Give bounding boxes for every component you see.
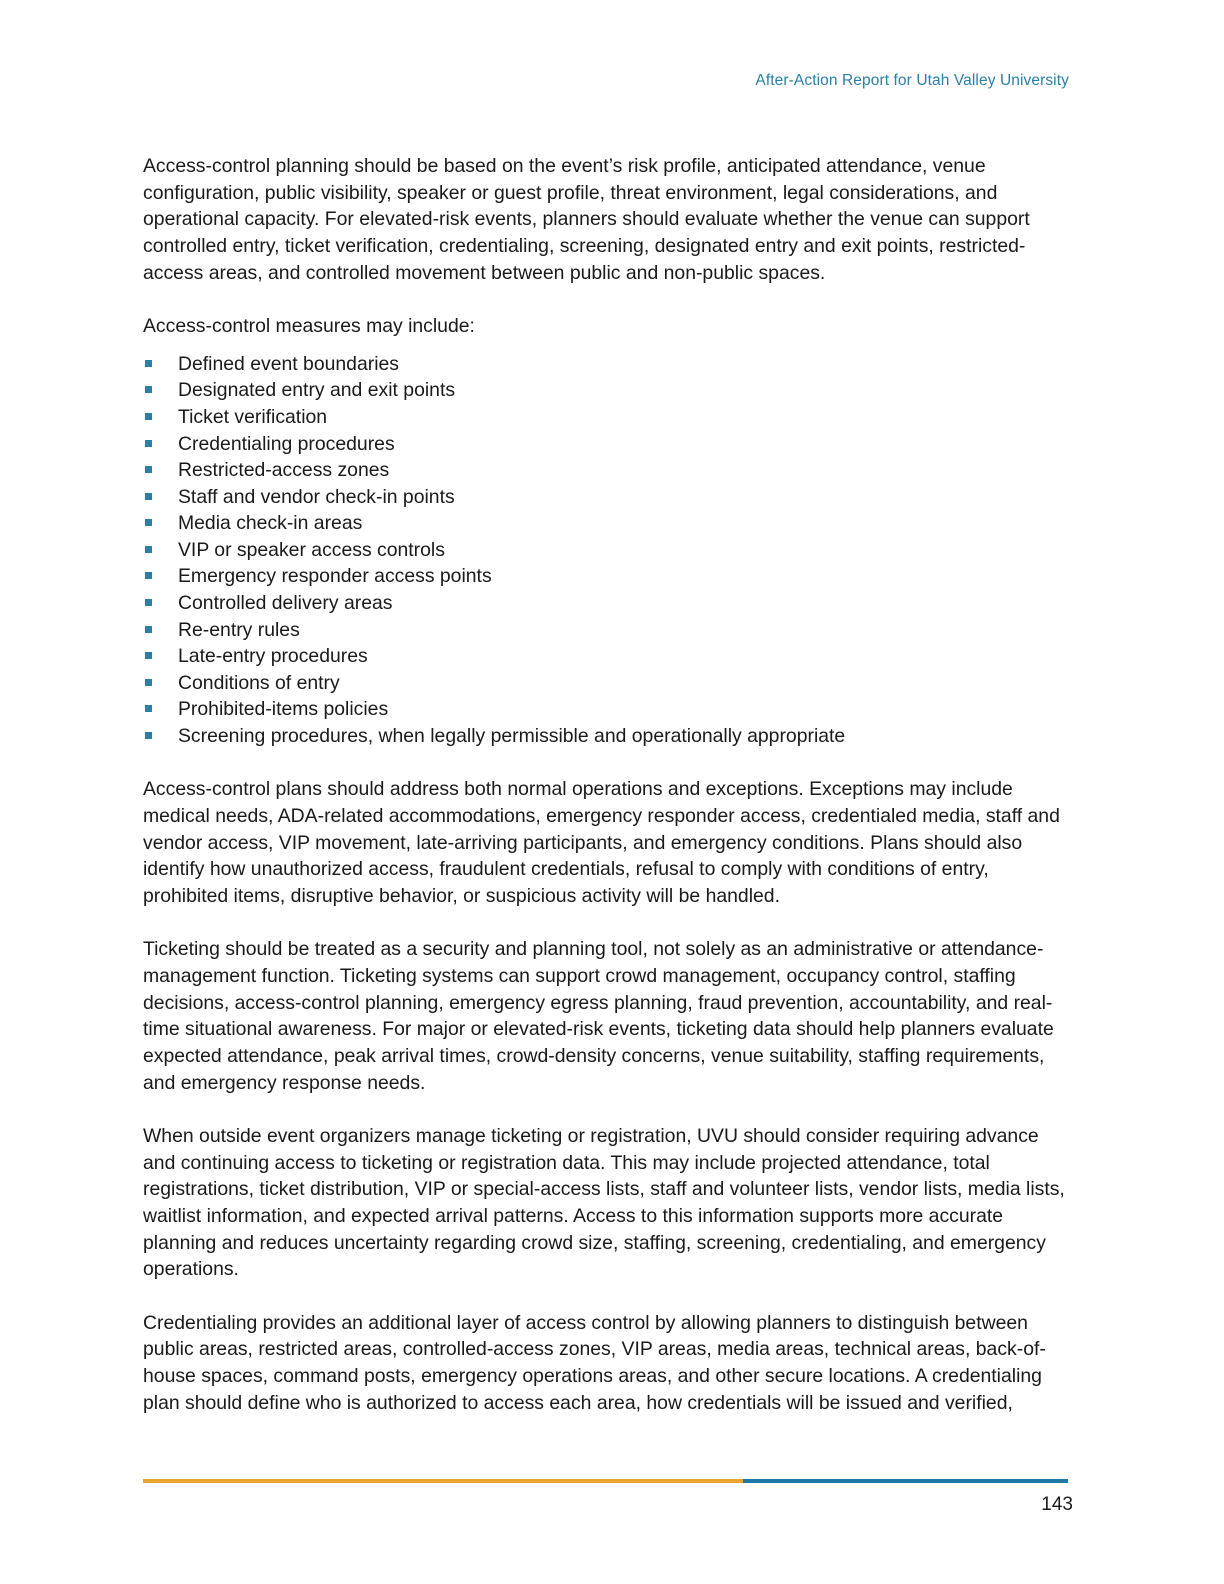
list-item-text: Screening procedures, when legally permissible and operationally appropriate [178,725,846,748]
running-header: After-Action Report for Utah Valley University [755,72,1069,89]
organizers-paragraph: When outside event organizers manage ticketing or registration, UVU should consider requiring advance and continuing access to ticketing or registration data. This may include projected attendance, total registrations, ticket distribution, VIP or special-access lists, staff and volunteer lists, vendor lists, media lists, waitlist information, and expected arrival patterns. Access to this information supports more accurate planning and reduces uncertainty regarding crowd size, staffing, screening, credentialing, and emergency operations. [143,1124,1065,1281]
footer-rule [143,1479,1068,1483]
list-item [143,563,1071,590]
list-item-text: Emergency responder access points [178,565,492,588]
square-bullet-icon [145,413,152,420]
list-item-text: Conditions of entry [178,671,340,694]
ticketing-paragraph: Ticketing should be treated as a security and planning tool, not solely as an administrative or attendance-management function. Ticketing systems can support crowd management, occupancy control, staffing decisions, access-control planning, emergency egress planning, fraud prevention, accountability, and real-time situational awareness. For major or elevated-risk events, ticketing data should help planners evaluate expected attendance, peak arrival times, crowd-density concerns, venue suitability, staffing requirements, and emergency response needs. [143,938,1054,1094]
list-item-text: Designated entry and exit points [178,379,456,402]
measures-list [143,351,1071,750]
square-bullet-icon [145,519,152,526]
square-bullet-icon [145,466,152,473]
list-item [143,431,1071,458]
intro-paragraph: Access-control planning should be based on the event’s risk profile, anticipated attendance, venue configuration, public visibility, speaker or guest profile, threat environment, legal considerations, and operational capacity. For elevated-risk events, planners should evaluate whether the venue can support controlled entry, ticket verification, credentialing, screening, designated entry and exit points, restricted-access areas, and controlled movement between public and non-public spaces. [143,155,1030,284]
square-bullet-icon [145,493,152,500]
square-bullet-icon [145,572,152,579]
list-item [143,404,1071,431]
list-item-text: Defined event boundaries [178,352,399,375]
square-bullet-icon [145,626,152,633]
list-item [143,617,1071,644]
square-bullet-icon [145,599,152,606]
square-bullet-icon [145,360,152,367]
square-bullet-icon [145,705,152,712]
list-item-text: Late-entry procedures [178,645,368,668]
list-item [143,696,1071,723]
list-item-text: Prohibited-items policies [178,698,389,721]
list-item [143,590,1071,617]
credentialing-paragraph: Credentialing provides an additional layer of access control by allowing planners to distinguish between public areas, restricted areas, controlled-access zones, VIP areas, media areas, technical areas, back-of-house spaces, command posts, emergency operations areas, and other secure locations. A credentialing plan should define who is authorized to access each area, how credentials will be issued and verified, [143,1311,1046,1414]
list-item-text: Credentialing procedures [178,432,395,455]
list-item [143,670,1071,697]
list-item-text: Restricted-access zones [178,459,390,482]
page-body [143,153,1071,1443]
list-item-text: Re-entry rules [178,618,300,641]
list-item [143,723,1071,750]
list-item [143,377,1071,404]
square-bullet-icon [145,732,152,739]
exceptions-paragraph: Access-control plans should address both normal operations and exceptions. Exceptions may include medical needs, ADA-related accommodations, emergency responder access, credentialed media, staff and vendor access, VIP movement, late-arriving participants, and emergency conditions. Plans should also identify how unauthorized access, fraudulent credentials, refusal to comply with conditions of entry, prohibited items, disruptive behavior, or suspicious activity will be handled. [143,778,1060,907]
list-item-text: VIP or speaker access controls [178,538,445,561]
page-number: 143 [1041,1494,1073,1515]
square-bullet-icon [145,546,152,553]
square-bullet-icon [145,386,152,393]
list-item [143,537,1071,564]
list-item-text: Media check-in areas [178,512,363,535]
list-item-text: Ticket verification [178,405,328,428]
list-item-text: Staff and vendor check-in points [178,485,455,508]
measures-lead: Access-control measures may include: [143,315,475,338]
list-item [143,484,1071,511]
list-item [143,457,1071,484]
footer-rule-blue-segment [743,1479,1068,1483]
footer-rule-gold-segment [143,1479,743,1483]
list-item-text: Controlled delivery areas [178,592,393,615]
list-item [143,643,1071,670]
square-bullet-icon [145,440,152,447]
list-item [143,510,1071,537]
square-bullet-icon [145,652,152,659]
list-item [143,351,1071,378]
square-bullet-icon [145,679,152,686]
